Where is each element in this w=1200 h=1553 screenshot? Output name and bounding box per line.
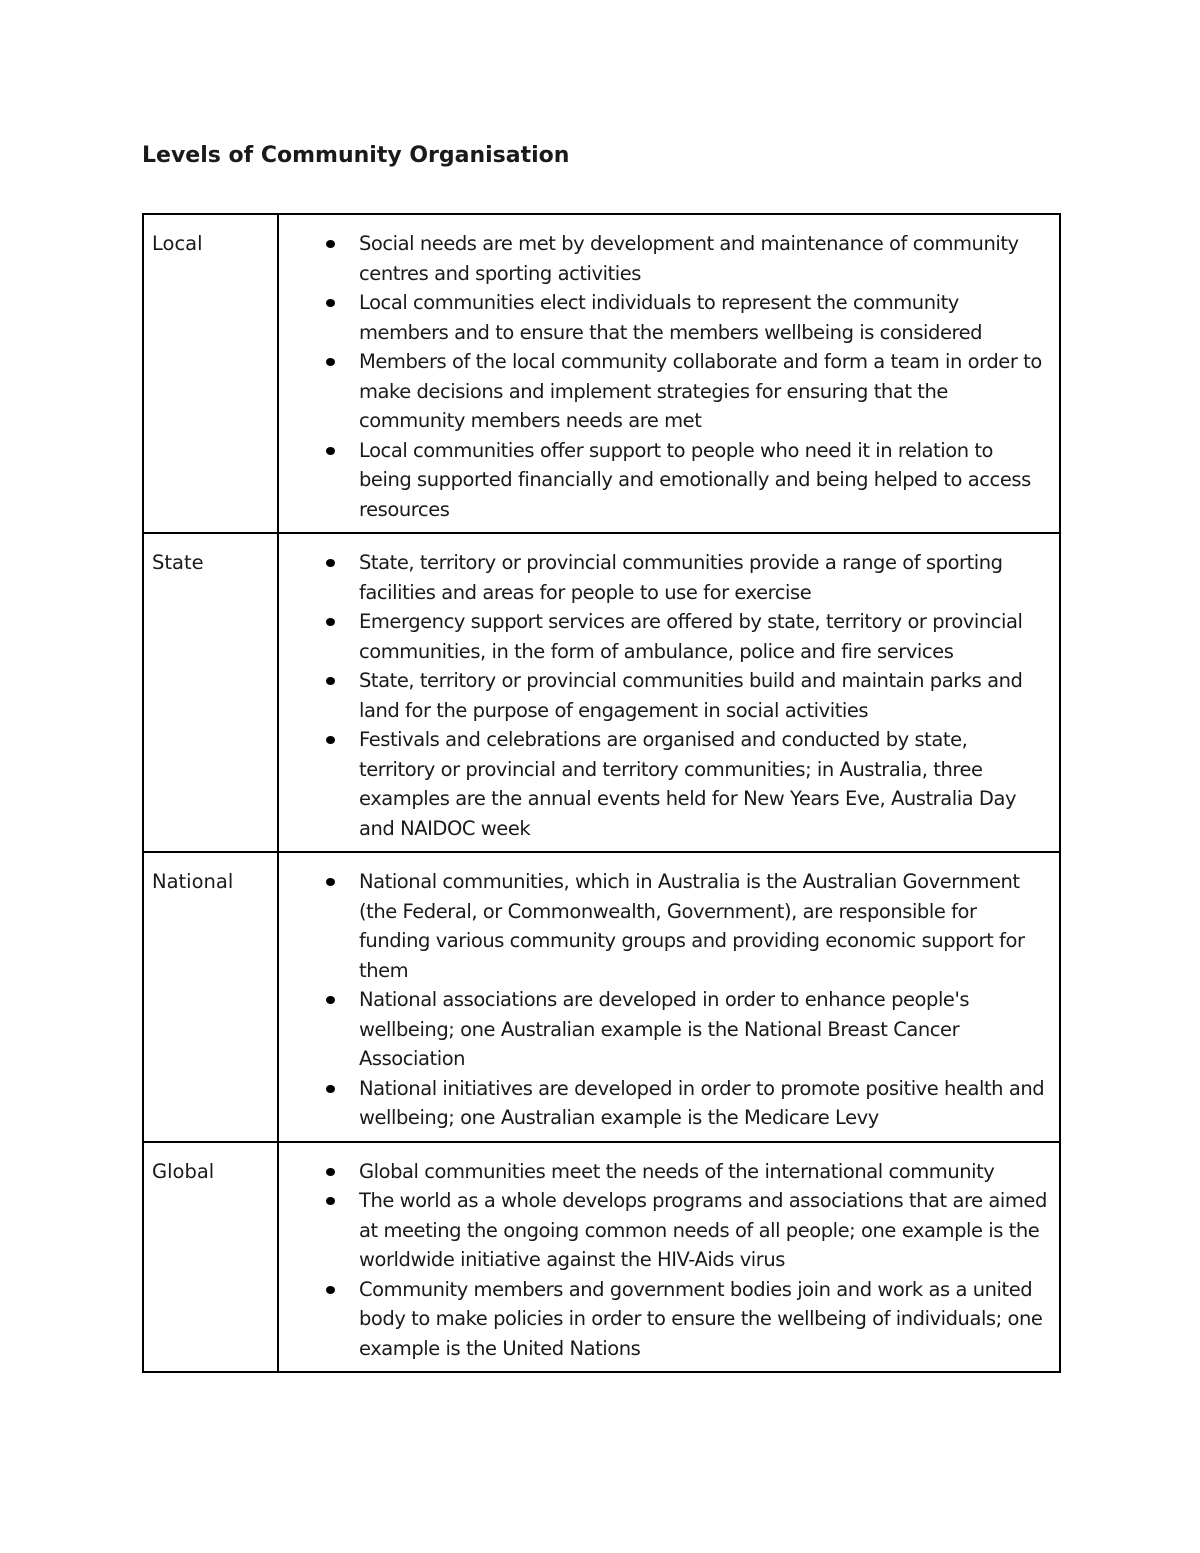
list-item: National associations are developed in order to enhance people's wellbeing; one Australian example is the National Breast Cancer Association <box>279 985 1047 1074</box>
list-item: National initiatives are developed in order to promote positive health and wellbeing; one Australian example is the Medicare Levy <box>279 1074 1047 1133</box>
points-cell <box>278 533 1060 852</box>
level-cell <box>143 533 278 852</box>
list-item: Local communities elect individuals to represent the community members and to ensure that the members wellbeing is considered <box>279 288 1047 347</box>
bullet-list-national <box>279 853 1059 1141</box>
list-item: Community members and government bodies join and work as a united body to make policies in order to ensure the wellbeing of individuals; one example is the United Nations <box>279 1275 1047 1364</box>
level-cell <box>143 214 278 533</box>
bullet-icon <box>326 1197 335 1205</box>
bullet-list-state <box>279 534 1059 851</box>
bullet-list-local <box>279 215 1059 532</box>
points-cell <box>278 1142 1060 1373</box>
bullet-icon <box>326 240 335 248</box>
list-item: State, territory or provincial communities build and maintain parks and land for the purpose of engagement in social activities <box>279 666 1047 725</box>
list-item: Emergency support services are offered by state, territory or provincial communities, in the form of ambulance, police and fire services <box>279 607 1047 666</box>
table-row-global <box>143 1142 1060 1373</box>
bullet-list-global <box>279 1143 1059 1372</box>
points-cell <box>278 852 1060 1142</box>
list-item: National communities, which in Australia is the Australian Government (the Federal, or Commonwealth, Government), are responsible for funding various community groups and providing economic support for them <box>279 867 1047 985</box>
level-name-state: State <box>152 551 204 574</box>
table-row-local <box>143 214 1060 533</box>
list-item: Members of the local community collaborate and form a team in order to make decisions and implement strategies for ensuring that the community members needs are met <box>279 347 1047 436</box>
level-name-global: Global <box>152 1159 215 1183</box>
bullet-icon <box>326 677 335 685</box>
table-row-state <box>143 533 1060 852</box>
list-item: The world as a whole develops programs and associations that are aimed at meeting the ongoing common needs of all people; one example is the worldwide initiative against the HIV-Aids virus <box>279 1186 1047 1275</box>
bullet-icon <box>326 559 335 567</box>
list-item: Local communities offer support to people who need it in relation to being supported financially and emotionally and being helped to access resources <box>279 436 1047 525</box>
bullet-icon <box>326 299 335 307</box>
bullet-icon <box>326 447 335 455</box>
bullet-icon <box>326 736 335 744</box>
bullet-icon <box>326 878 335 886</box>
bullet-icon <box>326 1168 335 1176</box>
bullet-icon <box>326 618 335 626</box>
levels-table <box>142 213 1061 1373</box>
level-name-local: Local <box>152 232 203 255</box>
bullet-icon <box>326 996 335 1004</box>
level-name-national: National <box>152 870 234 893</box>
list-item: State, territory or provincial communities provide a range of sporting facilities and areas for people to use for exercise <box>279 548 1047 607</box>
bullet-icon <box>326 1286 335 1294</box>
list-item: Social needs are met by development and maintenance of community centres and sporting activities <box>279 229 1047 288</box>
page-title: Levels of Community Organisation <box>142 143 570 168</box>
bullet-icon <box>326 358 335 366</box>
table-row-national <box>143 852 1060 1142</box>
points-cell <box>278 214 1060 533</box>
list-item: Festivals and celebrations are organised and conducted by state, territory or provincial and territory communities; in Australia, three examples are the annual events held for New Years Eve, Australia Day and NAIDOC week <box>279 725 1047 843</box>
list-item: Global communities meet the needs of the international community <box>279 1157 1047 1187</box>
bullet-icon <box>326 1085 335 1093</box>
level-cell <box>143 1142 278 1373</box>
level-cell <box>143 852 278 1142</box>
